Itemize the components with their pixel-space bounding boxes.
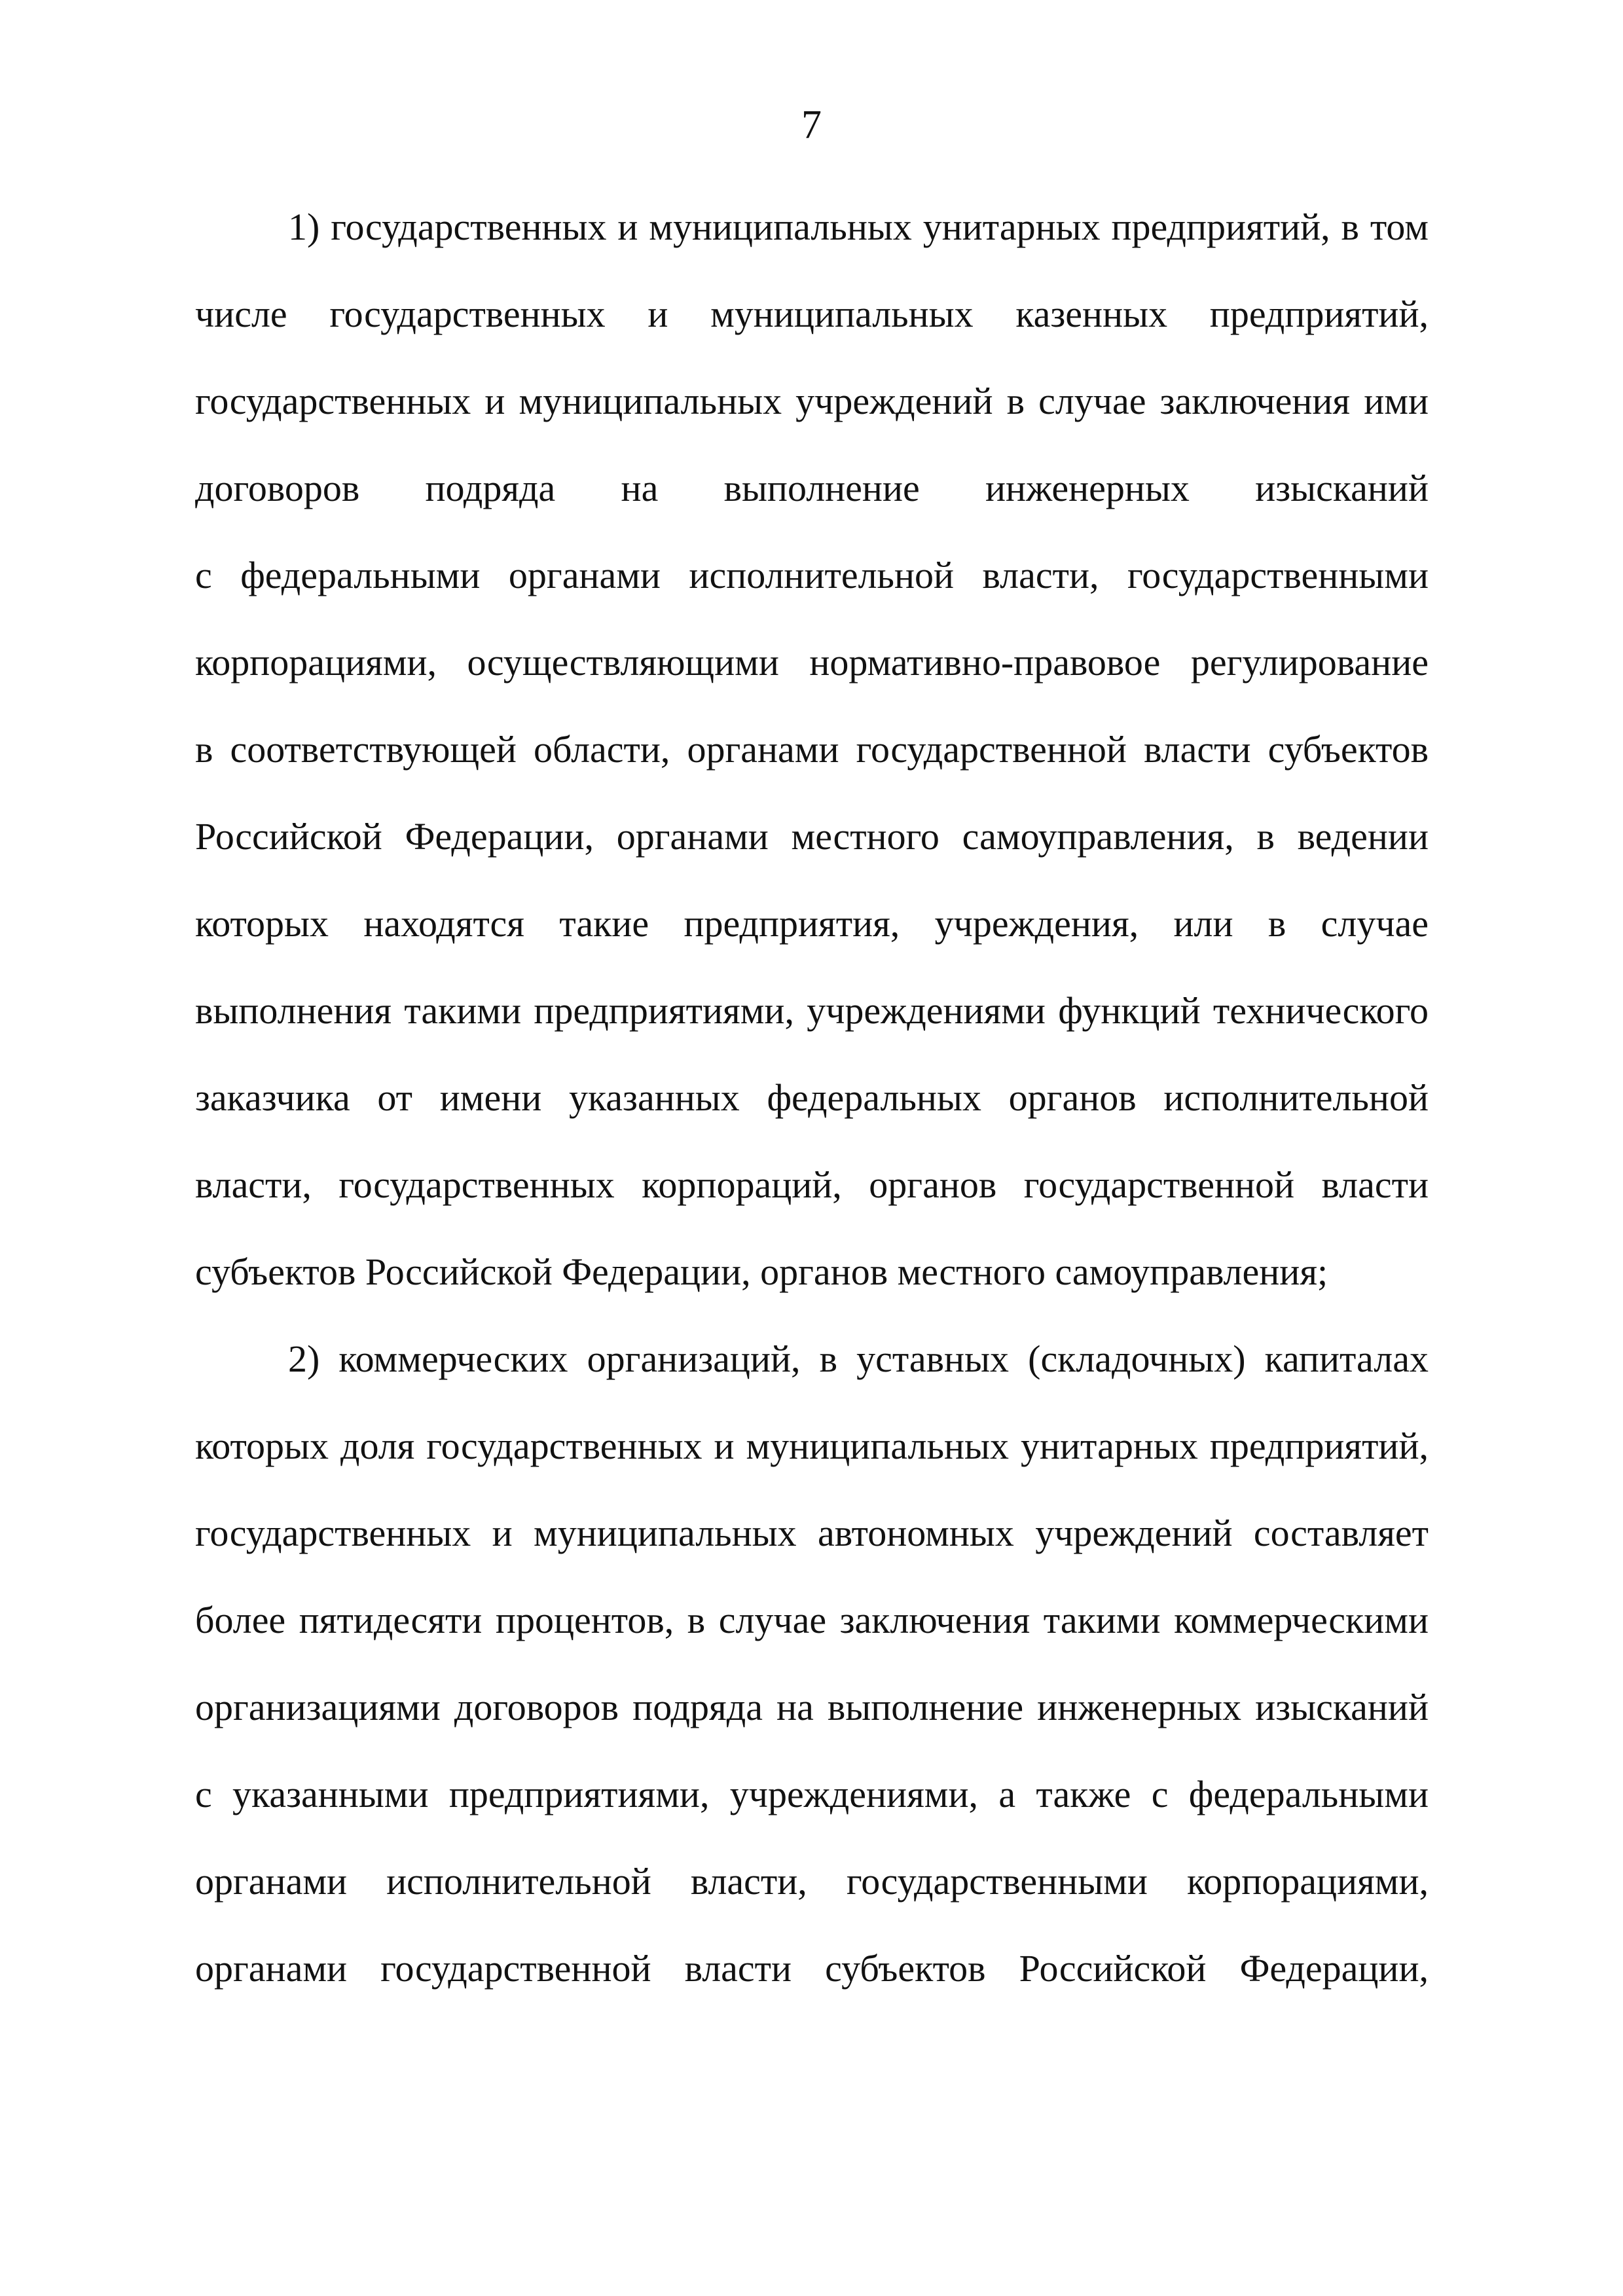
page-number: 7 [801, 103, 822, 147]
paragraph-1-line-2: числе государственных и муниципальных казенных предприятий, [195, 293, 1429, 335]
paragraph-2-line-1: 2) коммерческих организаций, в уставных (складочных) капиталах [288, 1338, 1429, 1380]
paragraph-2-line-5: организациями договоров подряда на выполнение инженерных изысканий [195, 1686, 1429, 1728]
paragraph-1-line-3: государственных и муниципальных учреждений в случае заключения ими [195, 380, 1429, 422]
paragraph-1-line-8: Российской Федерации, органами местного самоуправления, в ведении [195, 815, 1429, 858]
paragraph-1-line-13: субъектов Российской Федерации, органов местного самоуправления; [195, 1250, 1328, 1293]
paragraph-1-line-4: договоров подряда на выполнение инженерных изысканий [195, 467, 1429, 509]
paragraph-2-line-2: которых доля государственных и муниципальных унитарных предприятий, [195, 1425, 1429, 1467]
paragraph-2-line-7: органами исполнительной власти, государственными корпорациями, [195, 1860, 1429, 1903]
paragraph-1-line-10: выполнения такими предприятиями, учреждениями функций технического [195, 989, 1429, 1032]
paragraph-1-line-6: корпорациями, осуществляющими нормативно-правовое регулирование [195, 641, 1429, 683]
paragraph-2-line-6: с указанными предприятиями, учреждениями, а также с федеральными [195, 1773, 1429, 1815]
paragraph-1-line-9: которых находятся такие предприятия, учреждения, или в случае [195, 902, 1429, 945]
paragraph-1-line-1: 1) государственных и муниципальных унитарных предприятий, в том [288, 206, 1429, 248]
paragraph-2-line-8: органами государственной власти субъектов Российской Федерации, [195, 1947, 1429, 1990]
paragraph-1-line-5: с федеральными органами исполнительной власти, государственными [195, 554, 1429, 596]
paragraph-1-line-11: заказчика от имени указанных федеральных органов исполнительной [195, 1076, 1429, 1119]
paragraph-1-line-12: власти, государственных корпораций, органов государственной власти [195, 1163, 1429, 1206]
paragraph-2-line-3: государственных и муниципальных автономных учреждений составляет [195, 1512, 1429, 1554]
paragraph-1-line-7: в соответствующей области, органами государственной власти субъектов [195, 728, 1429, 771]
paragraph-2-line-4: более пятидесяти процентов, в случае заключения такими коммерческими [195, 1599, 1429, 1641]
